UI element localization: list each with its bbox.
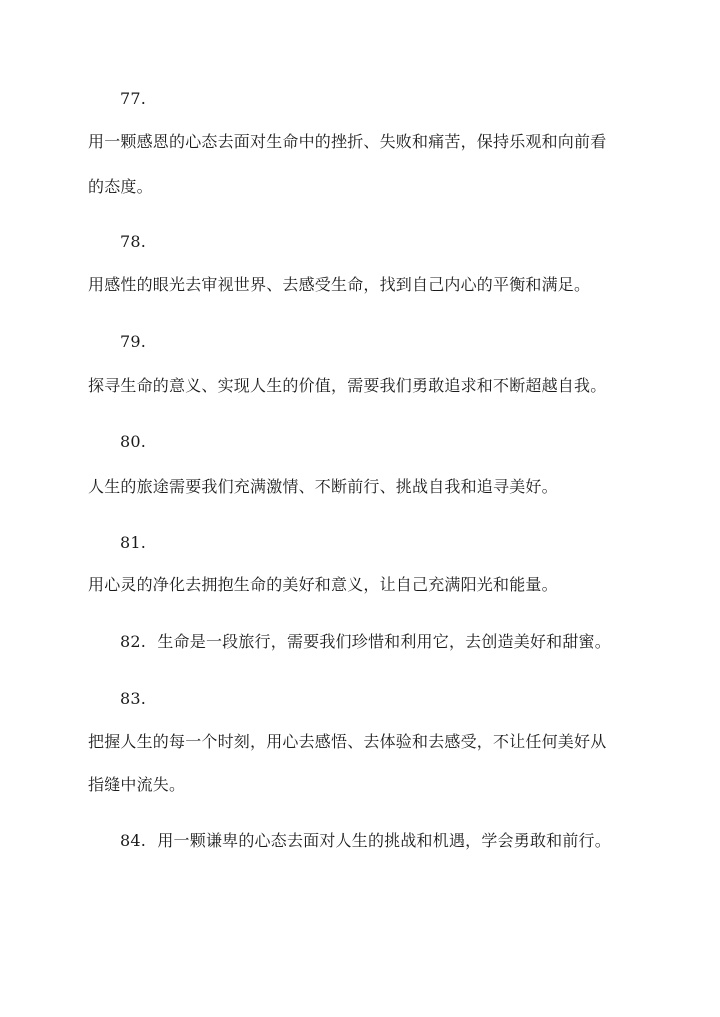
- item-text-78-line-1: 用感性的眼光去审视世界、去感受生命，找到自己内心的平衡和满足。: [88, 275, 591, 294]
- item-text-84: 用一颗谦卑的心态去面对人生的挑战和机遇，学会勇敢和前行。: [157, 831, 611, 850]
- item-text-80-line-1: 人生的旅途需要我们充满激情、不断前行、挑战自我和追寻美好。: [88, 477, 558, 496]
- item-text-77-line-2: 的态度。: [88, 177, 153, 196]
- item-text-79-line-1: 探寻生命的意义、实现人生的价值，需要我们勇敢追求和不断超越自我。: [88, 376, 607, 395]
- item-text-82: 生命是一段旅行，需要我们珍惜和利用它，去创造美好和甜蜜。: [157, 632, 611, 651]
- item-number-80: 80.: [120, 432, 147, 451]
- item-text-81-line-1: 用心灵的净化去拥抱生命的美好和意义，让自己充满阳光和能量。: [88, 575, 558, 594]
- item-number-77: 77.: [120, 89, 147, 108]
- item-text-83-line-2: 指缝中流失。: [88, 775, 186, 794]
- item-text-77-line-1: 用一颗感恩的心态去面对生命中的挫折、失败和痛苦，保持乐观和向前看: [88, 132, 607, 151]
- item-number-83: 83.: [120, 689, 147, 708]
- item-number-82: 82.: [120, 632, 147, 651]
- item-84: [120, 830, 611, 852]
- item-number-81: 81.: [120, 533, 147, 552]
- item-number-84: 84.: [120, 831, 147, 850]
- item-number-78: 78.: [120, 232, 147, 251]
- item-number-79: 79.: [120, 332, 147, 351]
- item-text-83-line-1: 把握人生的每一个时刻，用心去感悟、去体验和去感受，不让任何美好从: [88, 732, 607, 751]
- item-82: [120, 631, 611, 653]
